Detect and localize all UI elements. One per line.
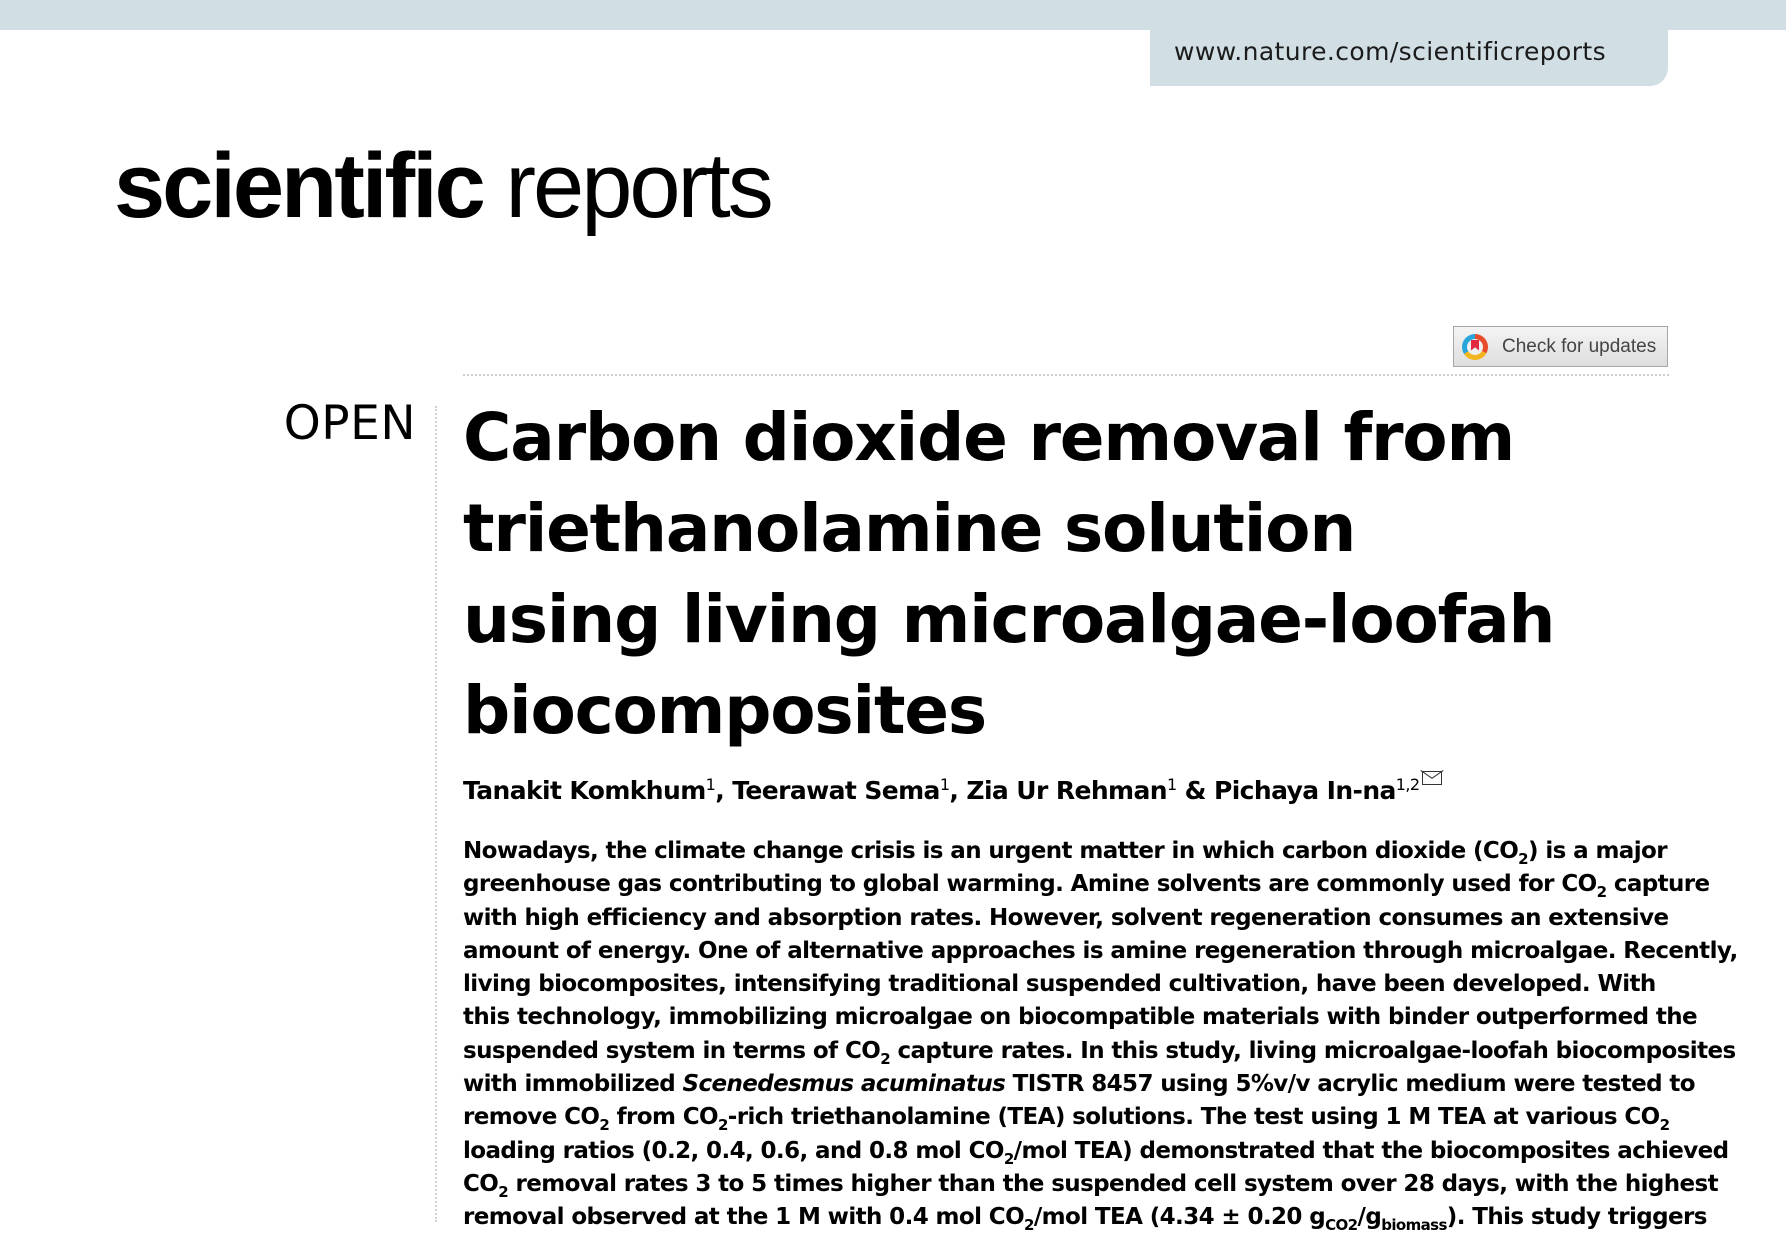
abstract-text: this technology, immobilizing microalgae on biocompatible materials with binder outperformed the (463, 1004, 1698, 1031)
abstract-text: amount of energy. One of alternative approaches is amine regeneration through microalgae. Recently, (463, 937, 1738, 964)
abstract-text: Nowadays, the climate change crisis is an urgent matter in which carbon dioxide (CO (463, 838, 1519, 864)
open-access-label: OPEN (283, 396, 416, 451)
journal-masthead (114, 135, 771, 237)
abstract-text: with immobilized (463, 1071, 683, 1098)
subscript: 2 (1659, 1116, 1670, 1135)
title-line: biocomposites (463, 672, 986, 749)
abstract-text: with high efficiency and absorption rates. However, solvent regeneration consumes an extensive (463, 904, 1669, 931)
subscript: CO2 (1325, 1216, 1358, 1235)
check-for-updates-button[interactable] (1453, 326, 1668, 367)
abstract (463, 835, 1738, 1235)
title-line: using living microalgae-loofah (463, 581, 1555, 658)
abstract-text: greenhouse gas contributing to global warming. Amine solvents are commonly used for CO (463, 871, 1597, 898)
title-line: triethanolamine solution (463, 490, 1356, 567)
abstract-text: from CO (609, 1104, 718, 1131)
author-affiliation: 1 (1166, 775, 1177, 794)
dotted-divider-vertical (435, 406, 437, 1222)
abstract-text: removal observed at the 1 M with 0.4 mol CO (463, 1204, 1025, 1231)
envelope-icon[interactable] (1422, 771, 1442, 785)
crossmark-icon (1462, 334, 1488, 360)
abstract-line (463, 1135, 1729, 1168)
masthead-light-word: reports (482, 135, 771, 237)
abstract-text: /mol TEA (4.34 ± 0.20 g (1033, 1204, 1326, 1231)
abstract-line (463, 968, 1683, 1001)
author-affiliation: 1,2 (1395, 775, 1420, 794)
author-name[interactable]: Tanakit Komkhum (463, 776, 706, 805)
abstract-text: ). This study triggers (1446, 1204, 1707, 1231)
abstract-line (463, 935, 1738, 968)
abstract-text: TISTR 8457 using 5%v/v acrylic medium were tested to (1005, 1071, 1695, 1098)
abstract-text: living biocomposites, intensifying traditional suspended cultivation, have been developed. With (463, 971, 1656, 998)
abstract-line (463, 1068, 1695, 1101)
journal-url-link[interactable]: www.nature.com/scientificreports (1150, 26, 1668, 86)
subscript: biomass (1381, 1216, 1447, 1235)
abstract-text: /mol TEA) demonstrated that the biocomposites achieved (1013, 1137, 1729, 1164)
subscript: 2 (599, 1116, 610, 1135)
abstract-text: remove CO (463, 1104, 600, 1131)
subscript: 2 (880, 1049, 891, 1068)
author-affiliation: 1 (705, 775, 716, 794)
subscript: 2 (1596, 883, 1607, 902)
title-line: Carbon dioxide removal from (463, 399, 1515, 476)
subscript: 2 (1003, 1149, 1014, 1168)
abstract-line (463, 1001, 1698, 1034)
abstract-line (463, 1201, 1707, 1235)
bookmark-icon (1471, 340, 1479, 351)
author-name[interactable]: Pichaya In-na (1213, 776, 1396, 805)
author-name[interactable]: Zia Ur Rehman (966, 776, 1167, 805)
abstract-text: suspended system in terms of CO (463, 1037, 881, 1064)
subscript: 2 (1024, 1216, 1034, 1235)
species-name: Scenedesmus acuminatus (682, 1071, 1006, 1098)
abstract-text: CO (463, 1170, 499, 1197)
abstract-text: capture rates. In this study, living microalgae-loofah biocomposites (890, 1037, 1736, 1064)
abstract-text: removal rates 3 to 5 times higher than the suspended cell system over 28 days, with the highest (508, 1170, 1719, 1197)
author-separator: , (949, 776, 967, 805)
check-for-updates-label: Check for updates (1502, 335, 1657, 357)
author-separator: , (715, 776, 733, 805)
abstract-line (463, 902, 1683, 935)
abstract-text: capture (1606, 871, 1710, 898)
author-list (463, 771, 1442, 805)
article-title (463, 392, 1703, 756)
masthead-bold-word: scientific (114, 135, 483, 237)
author-affiliation: 1 (939, 775, 950, 794)
subscript: 2 (1518, 850, 1529, 868)
subscript: 2 (498, 1182, 509, 1201)
abstract-text: -rich triethanolamine (TEA) solutions. The test using 1 M TEA at various CO (727, 1104, 1660, 1131)
abstract-line (463, 835, 1683, 868)
author-separator: & (1176, 776, 1214, 805)
author-name[interactable]: Teerawat Sema (732, 776, 940, 805)
abstract-line (463, 868, 1710, 902)
abstract-text: loading ratios (0.2, 0.4, 0.6, and 0.8 mol CO (463, 1137, 1004, 1164)
subscript: 2 (717, 1116, 728, 1135)
abstract-line (463, 1035, 1736, 1068)
abstract-text: /g (1357, 1204, 1382, 1231)
abstract-line (463, 1168, 1719, 1201)
abstract-line (463, 1101, 1683, 1134)
dotted-divider-horizontal (463, 374, 1669, 376)
abstract-text: ) is a major (1528, 838, 1667, 864)
